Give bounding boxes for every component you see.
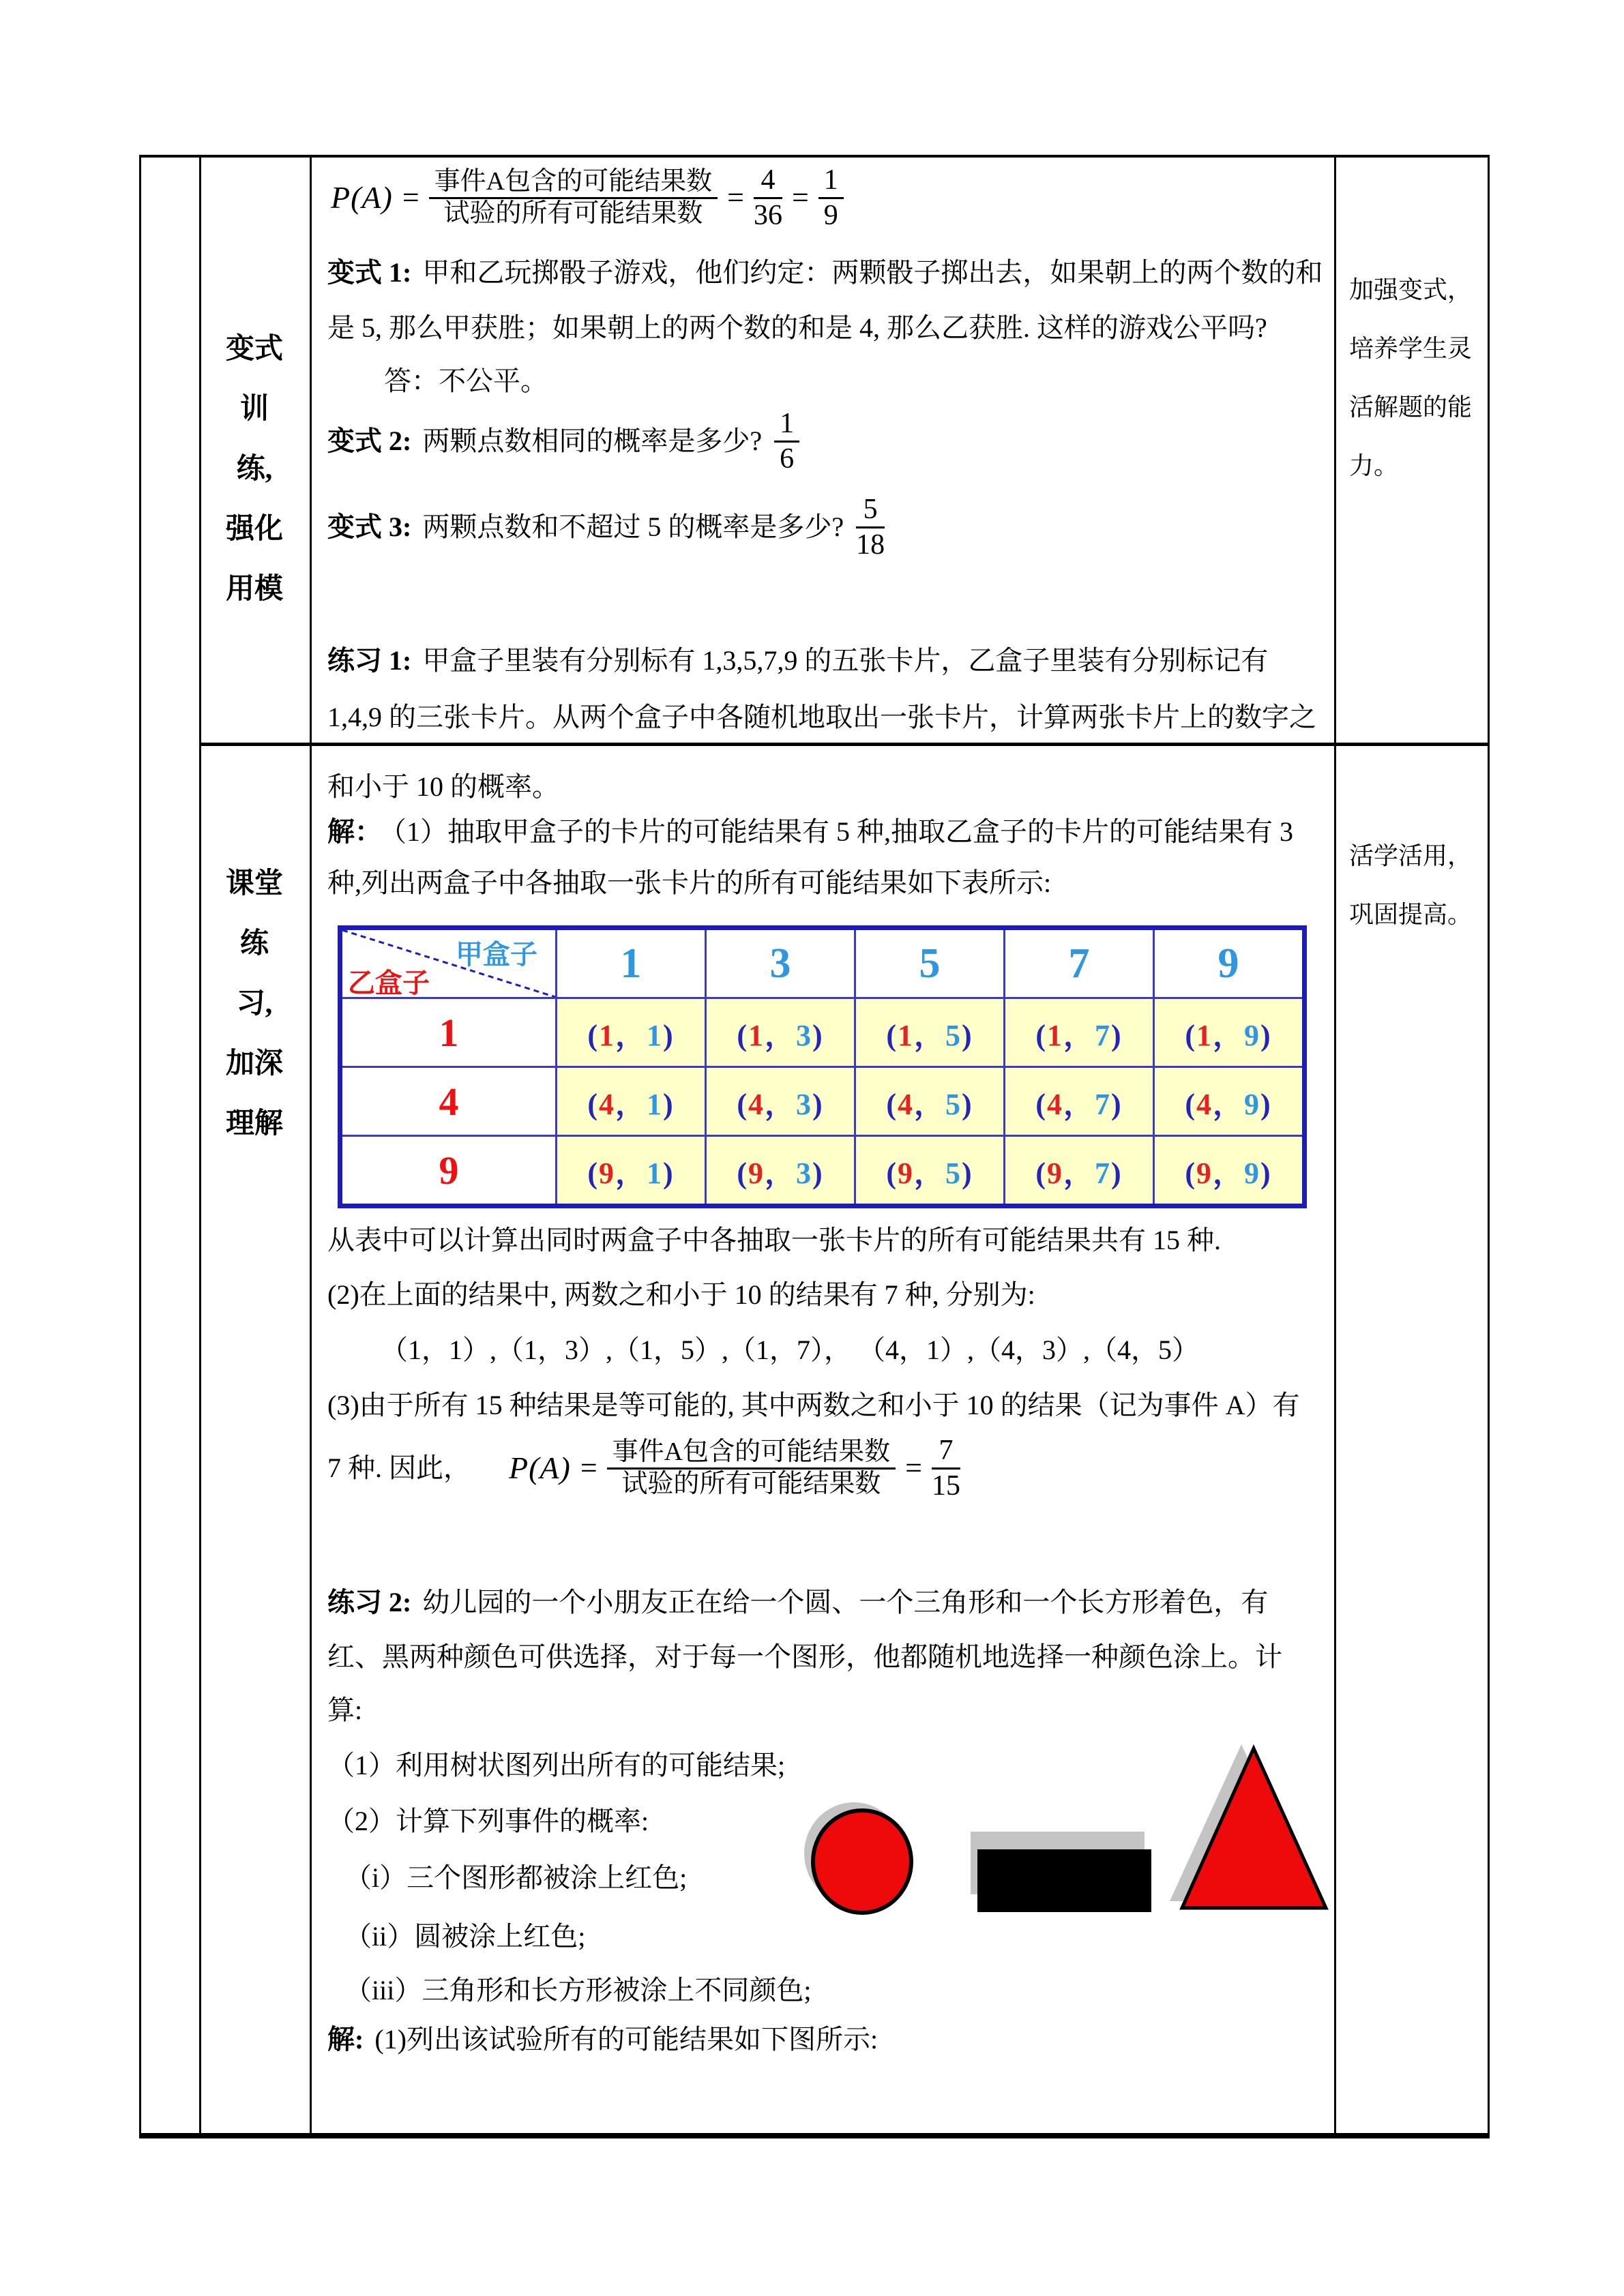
lianxi2-line2 [327, 1638, 1282, 1676]
pair-second-number: 1 [647, 1019, 663, 1052]
pair-comma: ， [914, 1157, 945, 1190]
pair-first-number: 1 [1196, 1019, 1213, 1052]
pair-second-number: 5 [945, 1088, 962, 1121]
pair-second-number: 7 [1095, 1157, 1111, 1190]
pair-second-number: 1 [647, 1088, 663, 1121]
outcome-pair-cell [557, 998, 706, 1067]
table-border-bottom [139, 2133, 1490, 2138]
pair-comma: ， [1063, 1019, 1095, 1052]
jie2-line [327, 2021, 878, 2059]
sub-i-line [344, 1859, 687, 1897]
outcome-pair-cell [1154, 998, 1305, 1067]
paren-open: ( [1185, 1157, 1196, 1190]
lianxi1-text2: 1,4,9 的三张卡片。从两个盒子中各随机地取出一张卡片，计算两张卡片上的数字之 [327, 702, 1316, 732]
paren-open: ( [1035, 1088, 1047, 1121]
row2-comment [1349, 826, 1479, 944]
outcomes-row [340, 998, 1305, 1067]
lianxi2-line3 [327, 1691, 362, 1729]
outcome-pair-cell [855, 1067, 1005, 1136]
table-divider-label [310, 155, 312, 2138]
paren-close: ) [962, 1019, 973, 1052]
paren-close: ) [812, 1088, 824, 1121]
paren-close: ) [1260, 1157, 1272, 1190]
point3-text: (3)由于所有 15 种结果是等可能的, 其中两数之和小于 10 的结果（记为事件 A）有 [327, 1390, 1300, 1420]
outcomes-col-header [557, 928, 706, 998]
paren-open: ( [1185, 1019, 1196, 1052]
paren-open: ( [737, 1157, 748, 1190]
outcome-pair-cell [1005, 1136, 1154, 1206]
row2-label-line: 习, [236, 988, 273, 1019]
pair-first-number: 9 [898, 1157, 914, 1190]
lianxi1-line1 [327, 642, 1268, 680]
bianshi1-text1: 甲和乙玩掷骰子游戏，他们约定：两颗骰子掷出去，如果朝上的两个数的和 [422, 257, 1323, 288]
row1-comment-line: 力。 [1349, 452, 1399, 479]
outcomes-col-header [1005, 928, 1154, 998]
lianxi2-text3: 算: [327, 1695, 363, 1725]
table-row-divider [199, 743, 1490, 746]
fraction-7-15: $\frac{7}{15}$ [931, 1435, 960, 1502]
point2-line [327, 1276, 1035, 1314]
pair-comma: ， [1213, 1157, 1244, 1190]
jie1-line1 [327, 813, 1293, 851]
paren-open: ( [1185, 1088, 1196, 1121]
lianxi2-label: 练习 2: [327, 1587, 412, 1617]
jie2-label: 解: [327, 2024, 364, 2055]
pair-second-number: 9 [1244, 1088, 1260, 1121]
corner-label-jiahezi: 甲盒子 [456, 939, 537, 970]
pair-comma: ， [765, 1019, 796, 1052]
pair-comma: ， [1063, 1088, 1095, 1121]
bianshi2-label: 变式 2: [327, 426, 412, 456]
equals-sign: = [791, 181, 809, 214]
pair-first-number: 1 [898, 1019, 914, 1052]
equals-sign: = [402, 181, 419, 214]
jie1-text2: 种,列出两盒子中各抽取一张卡片的所有可能结果如下表所示: [327, 867, 1052, 898]
circle [813, 1810, 911, 1913]
paren-close: ) [1111, 1088, 1123, 1121]
sub-i-text: （i）三个图形都被涂上红色; [344, 1862, 688, 1893]
item1-text: （1）利用树状图列出所有的可能结果; [327, 1750, 786, 1780]
pair-first-number: 1 [1047, 1019, 1063, 1052]
pair-second-number: 7 [1095, 1088, 1111, 1121]
pair-first-number: 4 [1047, 1088, 1063, 1121]
paren-close: ) [1260, 1019, 1272, 1052]
pair-second-number: 9 [1244, 1157, 1260, 1190]
corner-label-yihezi: 乙盒子 [348, 968, 430, 998]
row2-label-line: 练 [239, 928, 269, 959]
sub-iii-line [344, 1971, 811, 2010]
pair-second-number: 7 [1095, 1019, 1111, 1052]
row1-comment-line: 加强变式， [1349, 276, 1473, 303]
row2-label-line: 课堂 [225, 868, 283, 899]
sub-iii-text: （iii）三角形和长方形被涂上不同颜色; [344, 1975, 812, 2006]
row-header-number: 9 [439, 1148, 459, 1193]
outcome-pair-cell [1005, 1067, 1154, 1136]
pair-comma: ， [765, 1157, 796, 1190]
col-header-number: 9 [1217, 940, 1239, 987]
equals-sign: = [727, 181, 744, 214]
red-triangle-shape [1160, 1738, 1338, 1916]
pair-first-number: 9 [1047, 1157, 1063, 1190]
probability-formula-1 [331, 158, 844, 237]
paren-open: ( [886, 1088, 898, 1121]
pair-comma: ， [1213, 1088, 1244, 1121]
pair-comma: ， [1063, 1157, 1095, 1190]
lianxi1-label: 练习 1: [327, 645, 412, 676]
row1-label-line: 训 [239, 393, 269, 425]
outcomes-col-header [1154, 928, 1305, 998]
outcome-pair-cell [855, 998, 1005, 1067]
paren-open: ( [587, 1157, 599, 1190]
table-border-top [139, 155, 1490, 158]
jie1-text1: （1）抽取甲盒子的卡片的可能结果有 5 种,抽取乙盒子的卡片的可能结果有 3 [393, 816, 1293, 847]
fraction-5-18: $\frac{5}{18}$ [856, 494, 885, 561]
paren-close: ) [962, 1088, 973, 1121]
pair-comma: ， [615, 1088, 647, 1121]
jie1-label: 解： [327, 816, 382, 847]
paren-open: ( [737, 1019, 748, 1052]
pair-first-number: 9 [1196, 1157, 1213, 1190]
pair-first-number: 1 [599, 1019, 615, 1052]
col-header-number: 5 [919, 940, 941, 987]
pair-comma: ， [615, 1157, 647, 1190]
pair-first-number: 4 [1196, 1088, 1213, 1121]
outcomes-row-header [340, 1136, 557, 1206]
outcome-pair-cell [1154, 1136, 1305, 1206]
outcome-pair-cell [706, 1136, 855, 1206]
row1-comment-line: 活解题的能 [1349, 393, 1473, 421]
after-table-text: 从表中可以计算出同时两盒子中各抽取一张卡片的所有可能结果共有 15 种. [327, 1225, 1221, 1255]
probability-formula-2 [327, 1429, 960, 1508]
bianshi3-label: 变式 3: [327, 511, 412, 542]
pair-comma: ， [1213, 1019, 1244, 1052]
sub-ii-line [344, 1918, 585, 1956]
pair-comma: ， [914, 1088, 945, 1121]
fraction-1-9: $\frac{1}{9}$ [818, 164, 844, 232]
bianshi1-line1 [327, 254, 1323, 292]
point3b-text: 7 种. 因此， [327, 1452, 471, 1483]
outcome-pair-cell [557, 1067, 706, 1136]
overflow-text: 和小于 10 的概率。 [327, 771, 559, 802]
formula2-lhs: P(A) [509, 1450, 571, 1485]
fraction-1-6: $\frac{1}{6}$ [774, 407, 799, 475]
row2-label [199, 854, 310, 1154]
paren-open: ( [886, 1019, 898, 1052]
pair-second-number: 3 [796, 1019, 812, 1052]
outcomes-row-header [340, 998, 557, 1067]
pair-second-number: 9 [1244, 1019, 1260, 1052]
item2-text: （2）计算下列事件的概率: [327, 1806, 649, 1836]
pairs-list-line [381, 1331, 1199, 1369]
pair-second-number: 1 [647, 1157, 663, 1190]
outcomes-row [340, 1067, 1305, 1136]
pair-comma: ， [615, 1019, 647, 1052]
point2-text: (2)在上面的结果中, 两数之和小于 10 的结果有 7 种, 分别为: [327, 1279, 1035, 1310]
equals-sign: = [580, 1451, 597, 1485]
outcome-pair-cell [1005, 998, 1154, 1067]
row2-label-line: 理解 [225, 1108, 283, 1139]
bianshi2-line [327, 404, 799, 479]
pairs-list-text: （1，1）,（1，3）,（1，5）,（1，7）， （4，1）,（4，3）,（4，5） [381, 1335, 1199, 1365]
paren-close: ) [663, 1088, 675, 1121]
paren-close: ) [663, 1019, 675, 1052]
fraction-4-36: $\frac{4}{36}$ [753, 164, 782, 231]
formula-fraction: $\frac{\text{事件A包含的可能结果数}}{\text{试验的所有可能结果数}}$ [429, 167, 718, 228]
pair-second-number: 5 [945, 1157, 962, 1190]
formula2-fraction: $\frac{\text{事件A包含的可能结果数}}{\text{试验的所有可能结果数}}$ [607, 1437, 896, 1499]
formula-lhs: P(A) [331, 180, 393, 215]
bianshi1-text2: 是 5, 那么甲获胜；如果朝上的两个数的和是 4, 那么乙获胜. 这样的游戏公平吗? [327, 312, 1267, 343]
point3-line [327, 1386, 1300, 1425]
paren-open: ( [587, 1088, 599, 1121]
col-header-number: 7 [1068, 940, 1090, 987]
paren-close: ) [1111, 1019, 1123, 1052]
paren-close: ) [1260, 1088, 1272, 1121]
black-rectangle-shape [977, 1849, 1151, 1912]
bianshi1-line2 [327, 309, 1267, 347]
lianxi2-text2: 红、黑两种颜色可供选择，对于每一个图形，他都随机地选择一种颜色涂上。计 [327, 1641, 1282, 1672]
row1-label-line: 变式 [225, 333, 283, 365]
paren-open: ( [587, 1019, 599, 1052]
pair-first-number: 4 [748, 1088, 765, 1121]
pair-first-number: 9 [748, 1157, 765, 1190]
outcomes-table [338, 925, 1307, 1208]
jie2-text: (1)列出该试验所有的可能结果如下图所示: [374, 2024, 879, 2055]
row2-label-line: 加深 [225, 1048, 283, 1079]
equals-sign: = [905, 1451, 922, 1485]
outcomes-col-header [855, 928, 1005, 998]
pair-first-number: 4 [599, 1088, 615, 1121]
lianxi1-text1: 甲盒子里装有分别标有 1,3,5,7,9 的五张卡片，乙盒子里装有分别标记有 [422, 645, 1269, 676]
outcome-pair-cell [706, 998, 855, 1067]
paren-close: ) [812, 1157, 824, 1190]
row1-label-line: 练, [236, 453, 273, 485]
after-table-line [327, 1221, 1221, 1259]
row1-comment [1349, 260, 1479, 495]
sub-ii-text: （ii）圆被涂上红色; [344, 1921, 586, 1952]
paren-close: ) [663, 1157, 675, 1190]
pair-first-number: 1 [748, 1019, 765, 1052]
outcomes-table-container [338, 925, 1307, 1208]
bianshi1-answer-text: 答：不公平。 [384, 366, 548, 396]
paren-close: ) [1111, 1157, 1123, 1190]
red-circle-shape [791, 1793, 928, 1930]
row1-comment-line: 培养学生灵 [1349, 335, 1473, 362]
paren-open: ( [886, 1157, 898, 1190]
bianshi1-label: 变式 1: [327, 257, 412, 288]
outcomes-row [340, 1136, 1305, 1206]
pair-comma: ， [914, 1019, 945, 1052]
row2-comment-line: 活学活用， [1349, 842, 1473, 869]
row-header-number: 4 [439, 1079, 459, 1124]
lianxi2-text1: 幼儿园的一个小朋友正在给一个圆、一个三角形和一个长方形着色，有 [422, 1587, 1269, 1617]
outcome-pair-cell [557, 1136, 706, 1206]
table-border-right [1488, 155, 1490, 2138]
paren-open: ( [1035, 1019, 1047, 1052]
paren-close: ) [962, 1157, 973, 1190]
lianxi2-line1 [327, 1583, 1268, 1622]
paren-open: ( [737, 1088, 748, 1121]
pair-first-number: 4 [898, 1088, 914, 1121]
lianxi1-line2 [327, 698, 1316, 736]
jie1-line2 [327, 864, 1051, 902]
outcome-pair-cell [1154, 1067, 1305, 1136]
col-header-number: 3 [769, 940, 791, 987]
row2-comment-line: 巩固提高。 [1349, 901, 1473, 928]
bianshi1-answer [384, 362, 548, 400]
bianshi3-line [327, 490, 885, 565]
row1-label [199, 319, 310, 619]
corner-cell [340, 928, 557, 998]
col-header-number: 1 [620, 940, 642, 987]
outcomes-header-row [340, 928, 1305, 998]
pair-second-number: 5 [945, 1019, 962, 1052]
row1-label-line: 用模 [225, 573, 283, 605]
outcomes-col-header [706, 928, 855, 998]
outcome-pair-cell [855, 1136, 1005, 1206]
overflow-line [327, 768, 559, 806]
paren-close: ) [812, 1019, 824, 1052]
row-header-number: 1 [439, 1010, 459, 1055]
row1-label-line: 强化 [225, 513, 283, 545]
pair-second-number: 3 [796, 1088, 812, 1121]
paren-open: ( [1035, 1157, 1047, 1190]
bianshi2-text: 两颗点数相同的概率是多少? [422, 426, 763, 456]
outcomes-row-header [340, 1067, 557, 1136]
pair-second-number: 3 [796, 1157, 812, 1190]
outcome-pair-cell [706, 1067, 855, 1136]
bianshi3-text: 两颗点数和不超过 5 的概率是多少? [422, 511, 844, 542]
item2-line [327, 1802, 649, 1840]
pair-first-number: 9 [599, 1157, 615, 1190]
table-border-left [139, 155, 141, 2138]
pair-comma: ， [765, 1088, 796, 1121]
item1-line [327, 1746, 785, 1785]
